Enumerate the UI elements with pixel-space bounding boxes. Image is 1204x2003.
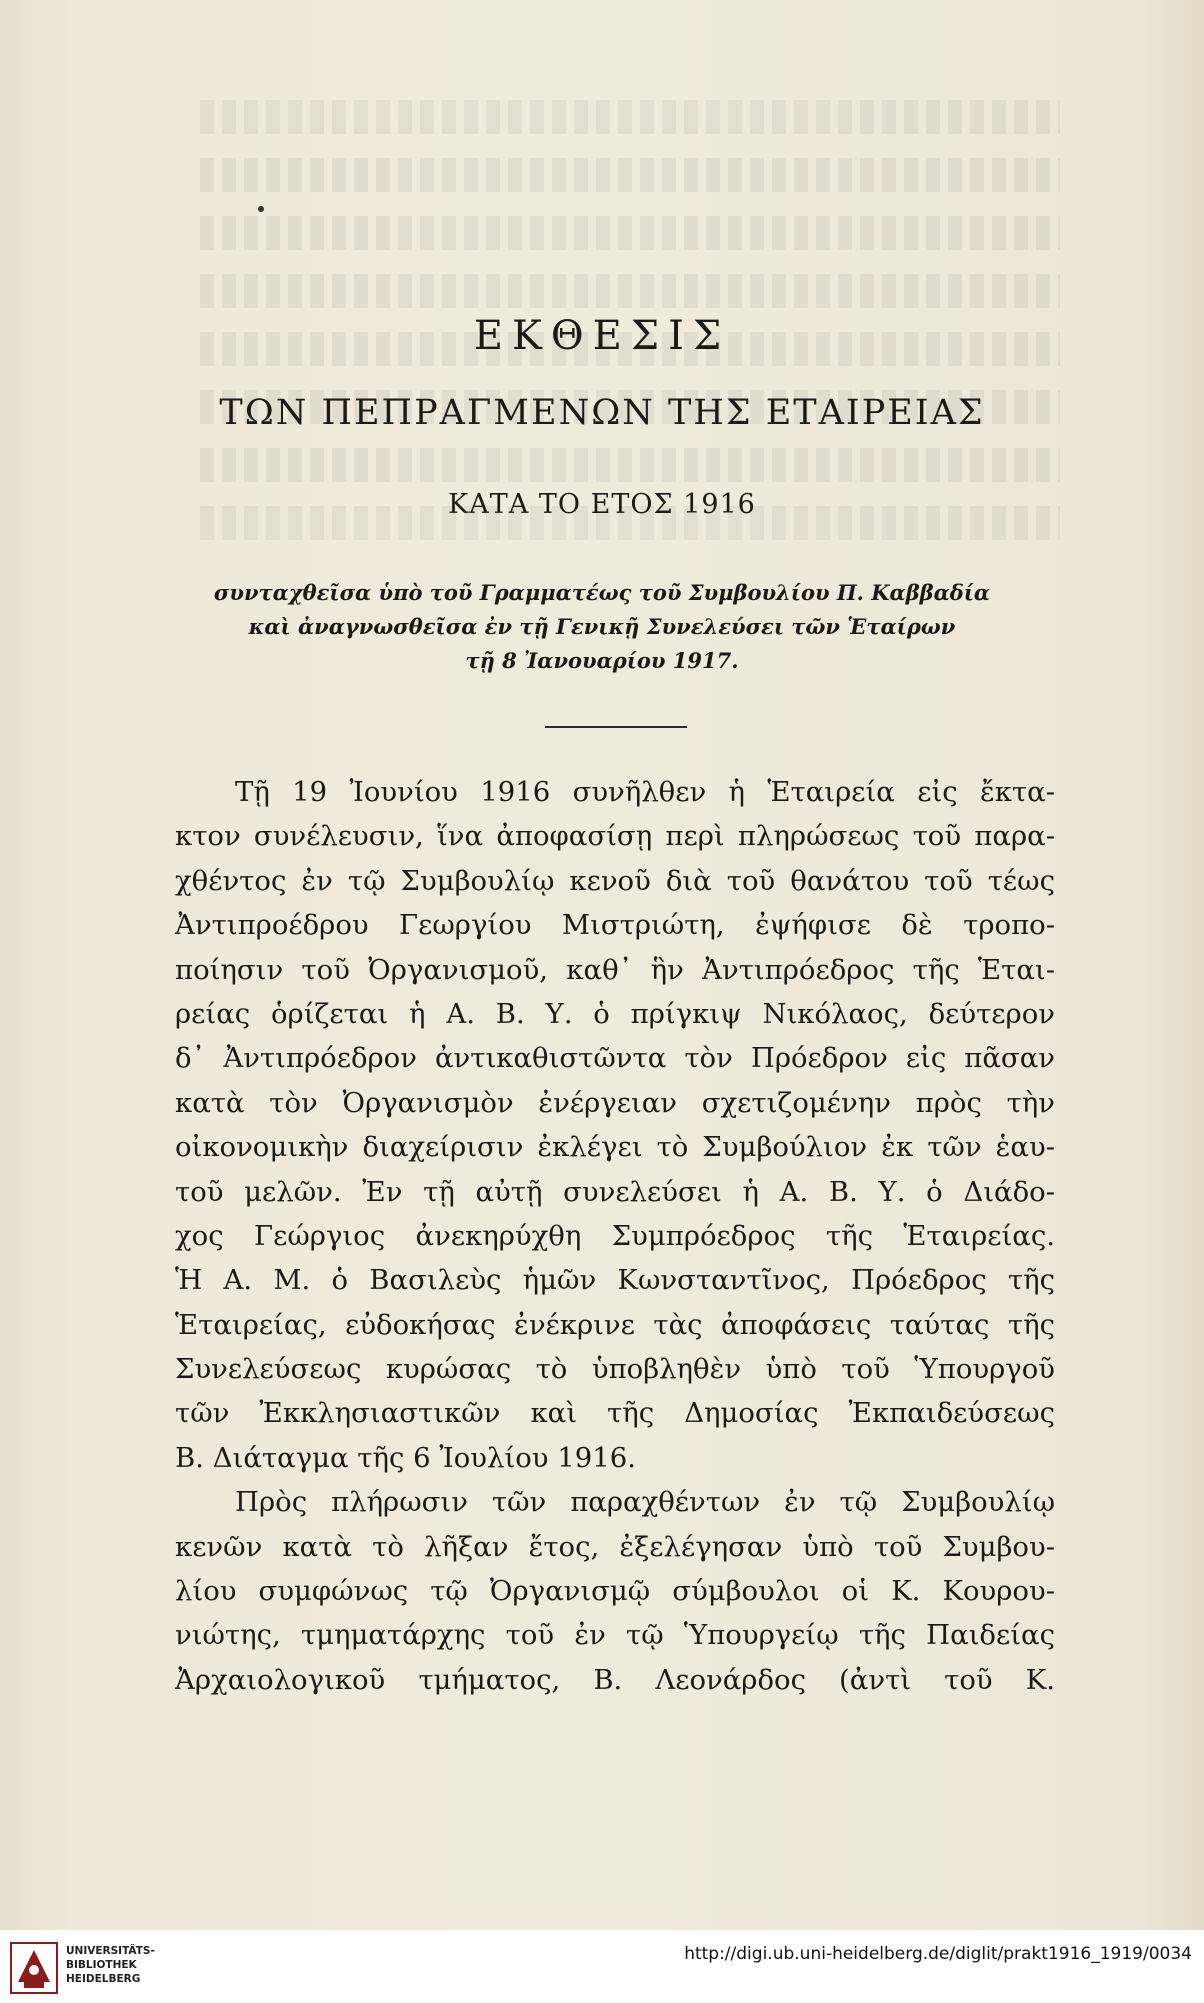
body-line: Τῇ 19 Ἰουνίου 1916 συνῆλθεν ἡ Ἑταιρεία εἰς ἔκτα- [235, 776, 1055, 808]
byline [160, 576, 1044, 678]
body-line: Συνελεύσεως κυρώσας τὸ ὑποβληθὲν ὑπὸ τοῦ Ὑπουργοῦ [175, 1353, 1055, 1386]
body-line: τοῦ μελῶν. Ἐν τῇ αὐτῇ συνελεύσει ἡ Α. Β. Υ. ὁ Διάδο- [175, 1175, 1055, 1208]
body-line: Ἑταιρείας, εὐδοκήσας ἐνέκρινε τὰς ἀποφάσεις ταύτας τῆς [175, 1308, 1055, 1341]
source-url-link[interactable]: http://digi.ub.uni-heidelberg.de/diglit/prakt1916_1919/0034 [684, 1944, 1192, 1964]
section-divider [545, 726, 687, 728]
ink-speck [258, 206, 264, 212]
body-line: χος Γεώργιος ἀνεκηρύχθη Συμπρόεδρος τῆς Ἑταιρείας. [175, 1219, 1055, 1252]
body-line: δ᾽ Ἀντιπρόεδρον ἀντικαθιστῶντα τὸν Πρόεδρον εἰς πᾶσαν [175, 1042, 1055, 1075]
body-line: οἰκονομικὴν διαχείρισιν ἐκλέγει τὸ Συμβούλιον ἐκ τῶν ἑαυ- [175, 1131, 1055, 1164]
body-line: χθέντος ἐν τῷ Συμβουλίῳ κενοῦ διὰ τοῦ θανάτου τοῦ τέως [175, 864, 1055, 897]
university-seal-icon [10, 1942, 58, 1994]
body-line: ρείας ὁρίζεται ἡ Α. Β. Υ. ὁ πρίγκιψ Νικόλαος, δεύτερον [175, 997, 1055, 1030]
body-line: Ἀρχαιολογικοῦ τμήματος, Β. Λεονάρδος (ἀντὶ τοῦ Κ. [175, 1663, 1055, 1696]
body-line: κενῶν κατὰ τὸ λῆξαν ἔτος, ἐξελέγησαν ὑπὸ τοῦ Συμβου- [175, 1530, 1055, 1563]
body-line: κτον συνέλευσιν, ἵνα ἀποφασίσῃ περὶ πληρώσεως τοῦ παρα- [175, 820, 1055, 853]
byline-line: καὶ ἀναγνωσθεῖσα ἐν τῇ Γενικῇ Συνελεύσει τῶν Ἑταίρων [248, 614, 956, 639]
body-line: Πρὸς πλήρωσιν τῶν παραχθέντων ἐν τῷ Συμβουλίῳ [235, 1486, 1055, 1519]
logo-line: HEIDELBERG [66, 1973, 141, 1985]
body-line: κατὰ τὸν Ὀργανισμὸν ἐνέργειαν σχετιζομένην πρὸς τὴν [175, 1086, 1055, 1119]
logo-line: BIBLIOTHEK [66, 1959, 137, 1971]
body-line: νιώτης, τμηματάρχης τοῦ ἐν τῷ Ὑπουργείῳ τῆς Παιδείας [175, 1619, 1055, 1652]
report-title: ΕΚΘΕΣΙΣ [473, 313, 731, 359]
byline-line: τῇ 8 Ἰανουαρίου 1917. [465, 648, 739, 673]
report-year: ΚΑΤΑ ΤΟ ΕΤΟΣ 1916 [448, 489, 756, 520]
body-line: Β. Διάταγμα τῆς 6 Ἰουλίου 1916. [175, 1441, 636, 1474]
body-line: λίου συμφώνως τῷ Ὀργανισμῷ σύμβουλοι οἱ Κ. Κουρου- [175, 1575, 1055, 1608]
byline-line: συνταχθεῖσα ὑπὸ τοῦ Γραμματέως τοῦ Συμβουλίου Π. Καββαδία [213, 580, 991, 605]
body-line: ποίησιν τοῦ Ὀργανισμοῦ, καθ᾽ ἣν Ἀντιπρόεδρος τῆς Ἑται- [175, 953, 1055, 986]
body-line: Ἡ Α. Μ. ὁ Βασιλεὺς ἡμῶν Κωνσταντῖνος, Πρόεδρος τῆς [175, 1264, 1055, 1297]
body-line: τῶν Ἐκκλησιαστικῶν καὶ τῆς Δημοσίας Ἐκπαιδεύσεως [175, 1397, 1055, 1430]
report-subtitle: ΤΩΝ ΠΕΠΡΑΓΜΕΝΩΝ ΤΗΣ ΕΤΑΙΡΕΙΑΣ [219, 393, 985, 433]
logo-line: UNIVERSITÄTS- [66, 1945, 155, 1957]
bleed-through-text [200, 100, 1060, 620]
footer-bar [0, 1930, 1204, 2003]
library-logo-text [66, 1944, 155, 1986]
body-text [175, 770, 1055, 1702]
body-line: Ἀντιπροέδρου Γεωργίου Μιστριώτη, ἐψήφισε δὲ τροπο- [175, 909, 1055, 942]
